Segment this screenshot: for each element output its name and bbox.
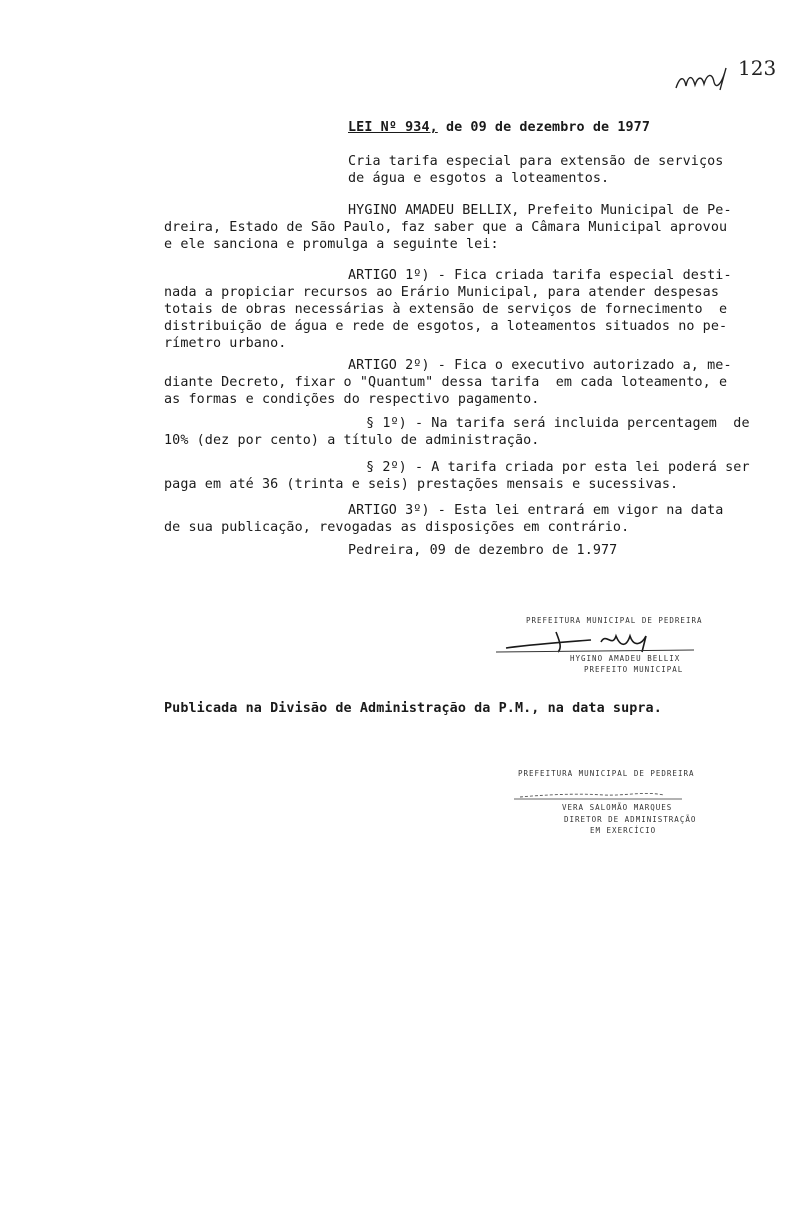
artigo2-line-1: ARTIGO 2º) - Fica o executivo autorizado a, me-: [348, 358, 732, 373]
diretor-signature: [514, 787, 684, 803]
artigo1-line-5: rímetro urbano.: [164, 336, 287, 351]
stamp-diretor-org: PREFEITURA MUNICIPAL DE PEDREIRA: [518, 769, 695, 778]
publication-note: Publicada na Divisão de Administração da P.M., na data supra.: [164, 701, 662, 716]
artigo2-line-3: as formas e condições do respectivo pagamento.: [164, 392, 540, 407]
summary-line-2: de água e esgotos a loteamentos.: [348, 171, 610, 186]
artigo2-line-2: diante Decreto, fixar o "Quantum" dessa tarifa em cada loteamento, e: [164, 375, 728, 390]
paragrafo2-line-2: paga em até 36 (trinta e seis) prestações mensais e sucessivas.: [164, 477, 679, 492]
law-number: LEI Nº 934,: [348, 120, 438, 135]
stamp-diretor-name: VERA SALOMÃO MARQUES: [562, 803, 673, 812]
preamble-line-3: e ele sanciona e promulga a seguinte lei:: [164, 237, 499, 252]
paragrafo1-line-1: § 1º) - Na tarifa será incluida percentagem de: [366, 416, 750, 431]
artigo1-line-3: totais de obras necessárias à extensão de serviços de fornecimento e: [164, 302, 728, 317]
closing-place-date: Pedreira, 09 de dezembro de 1.977: [348, 543, 618, 558]
page-number: 123: [738, 56, 777, 80]
paragrafo2-line-1: § 2º) - A tarifa criada por esta lei poderá ser: [366, 460, 750, 475]
artigo1-line-1: ARTIGO 1º) - Fica criada tarifa especial desti-: [348, 268, 732, 283]
preamble-line-1: HYGINO AMADEU BELLIX, Prefeito Municipal de Pe-: [348, 203, 732, 218]
artigo3-line-1: ARTIGO 3º) - Esta lei entrará em vigor na data: [348, 503, 724, 518]
preamble-line-2: dreira, Estado de São Paulo, faz saber que a Câmara Municipal aprovou: [164, 220, 728, 235]
stamp-prefeito-name: HYGINO AMADEU BELLIX: [570, 654, 681, 663]
law-date: de 09 de dezembro de 1977: [437, 120, 650, 135]
paragrafo1-line-2: 10% (dez por cento) a título de administração.: [164, 433, 540, 448]
artigo1-line-4: distribuição de água e rede de esgotos, a loteamentos situados no pe-: [164, 319, 728, 334]
stamp-prefeito-org: PREFEITURA MUNICIPAL DE PEDREIRA: [526, 616, 703, 625]
artigo1-line-2: nada a propiciar recursos ao Erário Municipal, para atender despesas: [164, 285, 720, 300]
law-heading: [348, 120, 650, 135]
stamp-diretor-title-2: EM EXERCÍCIO: [590, 826, 657, 835]
summary-line-1: Cria tarifa especial para extensão de serviços: [348, 154, 724, 169]
stamp-prefeito-title: PREFEITO MUNICIPAL: [584, 665, 684, 674]
stamp-diretor-title: DIRETOR DE ADMINISTRAÇÃO: [564, 815, 697, 824]
artigo3-line-2: de sua publicação, revogadas as disposições em contrário.: [164, 520, 630, 535]
